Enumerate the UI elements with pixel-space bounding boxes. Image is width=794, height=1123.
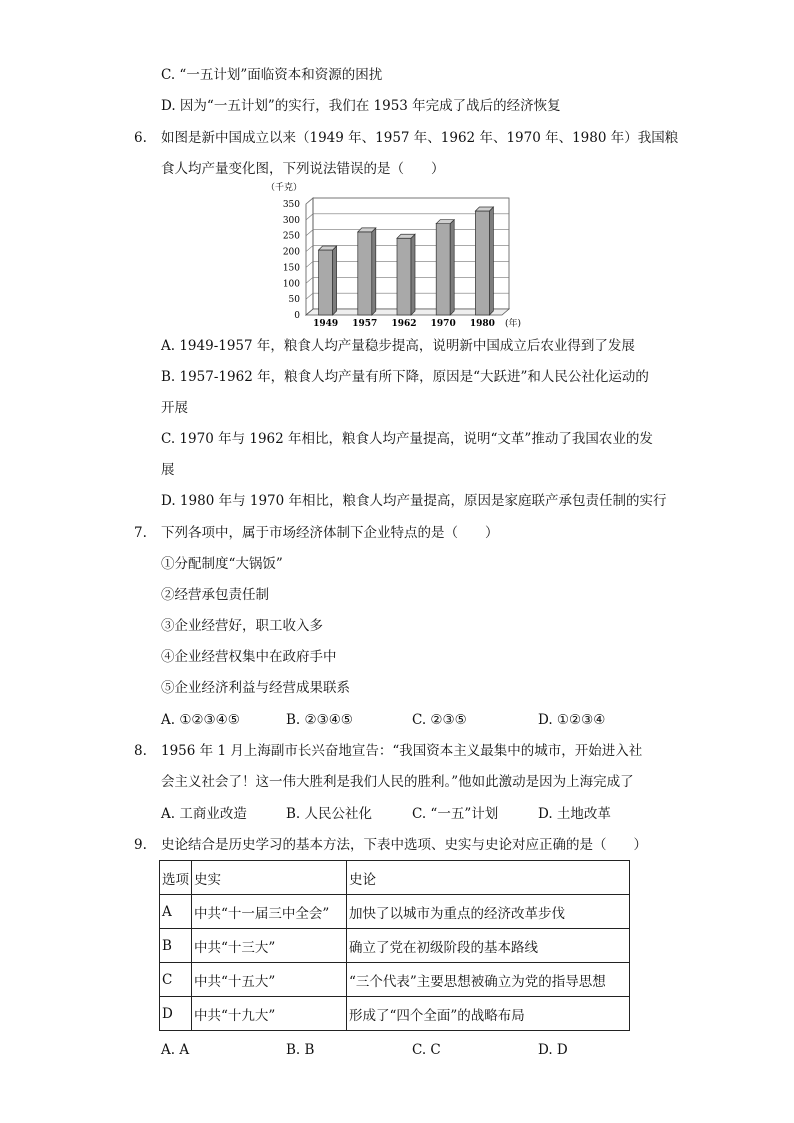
table-cell: 形成了“四个全面”的战略布局: [347, 997, 630, 1031]
q7-option-c: C. ②③⑤: [412, 712, 467, 728]
chart-x-tick-label: 1970: [430, 319, 456, 329]
table-cell: 确立了党在初级阶段的基本路线: [347, 929, 630, 963]
q8-number: 8.: [134, 743, 147, 759]
q9-option-a: A. A: [161, 1042, 190, 1058]
q9-history-table: [159, 860, 630, 1031]
table-cell: B: [160, 929, 192, 963]
table-cell: 中共“十九大”: [192, 997, 347, 1031]
table-cell: D: [160, 997, 192, 1031]
chart-x-tick-label: 1957: [352, 319, 378, 329]
q7-option-a: A. ①②③④⑤: [161, 712, 240, 728]
chart-y-tick-label: 50: [288, 295, 300, 306]
q8-option-a: A. 工商业改造: [161, 806, 247, 822]
q9-option-c: C. C: [412, 1042, 441, 1058]
q6-option-c-line2: 展: [161, 462, 175, 478]
chart-gridline: [306, 198, 509, 204]
q7-item-3: ③企业经营好，职工收入多: [161, 618, 323, 634]
q7-option-d: D. ①②③④: [538, 712, 606, 728]
chart-y-tick-label: 300: [282, 215, 300, 226]
q8-stem-line1: 1956 年 1 月上海副市长兴奋地宣告：“我国资本主义最集中的城市，开始进入社: [161, 743, 643, 759]
q6-option-c-line1: C. 1970 年与 1962 年相比，粮食人均产量提高，说明“文革”推动了我国农业的发: [161, 431, 653, 447]
q7-item-1: ①分配制度“大锅饭”: [161, 556, 283, 572]
table-cell: 中共“十五大”: [192, 963, 347, 997]
bar-side-face: [372, 228, 376, 315]
chart-x-tick-label: 1949: [313, 319, 339, 329]
chart-y-tick-label: 250: [282, 231, 300, 242]
q6-option-a: A. 1949-1957 年，粮食人均产量稳步提高，说明新中国成立后农业得到了发展: [161, 338, 635, 354]
grain-per-capita-bar-chart: [266, 180, 526, 330]
q5-option-c: C. “一五计划”面临资本和资源的困扰: [161, 67, 383, 83]
table-cell: C: [160, 963, 192, 997]
q7-item-5: ⑤企业经济利益与经营成果联系: [161, 680, 350, 696]
q8-option-c: C. “一五”计划: [412, 806, 499, 822]
table-header-row: [160, 861, 630, 895]
table-cell: 加快了以城市为重点的经济改革步伐: [347, 895, 630, 929]
bar-front-face: [436, 224, 450, 315]
q6-option-b-line1: B. 1957-1962 年，粮食人均产量有所下降，原因是“大跃进”和人民公社化运动的: [161, 369, 649, 385]
table-row: [160, 997, 630, 1031]
table-cell: 中共“十三大”: [192, 929, 347, 963]
table-header-cell: 选项: [160, 861, 192, 895]
q7-option-b: B. ②③④⑤: [286, 712, 353, 728]
chart-y-tick-label: 100: [282, 279, 300, 290]
q9-stem: 史论结合是历史学习的基本方法，下表中选项、史实与史论对应正确的是（ ）: [161, 837, 647, 853]
chart-bar-1980: [475, 207, 493, 315]
chart-bar-1962: [397, 234, 415, 315]
chart-side-wall: [306, 198, 313, 315]
q9-number: 9.: [134, 837, 147, 853]
table-cell: 中共“十一届三中全会”: [192, 895, 347, 929]
chart-x-axis-label: (年): [505, 319, 522, 329]
chart-bars: [319, 207, 494, 315]
table-row: [160, 929, 630, 963]
q5-option-d: D. 因为“一五计划”的实行，我们在 1953 年完成了战后的经济恢复: [161, 98, 561, 114]
chart-bar-1970: [436, 220, 454, 315]
table-cell: A: [160, 895, 192, 929]
chart-bar-1957: [358, 228, 376, 315]
table-row: [160, 895, 630, 929]
chart-y-tick-label: 150: [282, 263, 300, 274]
q7-item-4: ④企业经营权集中在政府手中: [161, 649, 337, 665]
table-header-cell: 史论: [347, 861, 630, 895]
chart-y-tick-label: 0: [294, 311, 300, 321]
q6-number: 6.: [134, 130, 147, 146]
chart-bar-1949: [319, 246, 337, 315]
table-header-cell: 史实: [192, 861, 347, 895]
q8-option-d: D. 土地改革: [538, 806, 611, 822]
chart-y-tick-label: 350: [282, 200, 300, 210]
bar-front-face: [358, 232, 372, 315]
chart-y-tick-label: 200: [282, 247, 300, 258]
q6-stem-line1: 如图是新中国成立以来（1949 年、1957 年、1962 年、1970 年、1980 年）我国粮: [161, 130, 679, 146]
bar-front-face: [319, 250, 333, 315]
bar-side-face: [411, 234, 415, 315]
q9-option-d: D. D: [538, 1042, 568, 1058]
bar-front-face: [397, 238, 411, 315]
chart-x-ticks: [313, 319, 495, 329]
table-row: [160, 963, 630, 997]
q7-stem: 下列各项中，属于市场经济体制下企业特点的是（ ）: [161, 525, 499, 541]
bar-side-face: [450, 220, 454, 315]
q6-stem-line2: 食人均产量变化图，下列说法错误的是（ ）: [161, 161, 445, 177]
q9-option-b: B. B: [286, 1042, 315, 1058]
chart-x-tick-label: 1962: [391, 319, 417, 329]
q6-option-d: D. 1980 年与 1970 年相比，粮食人均产量提高，原因是家庭联产承包责任制的实行: [161, 493, 667, 509]
q7-item-2: ②经营承包责任制: [161, 587, 269, 603]
chart-y-axis-label: （千克）: [266, 183, 303, 193]
bar-front-face: [475, 211, 489, 315]
q7-number: 7.: [134, 525, 147, 541]
q6-option-b-line2: 开展: [161, 400, 188, 416]
chart-y-ticks: [283, 200, 300, 321]
bar-side-face: [333, 246, 337, 315]
bar-side-face: [489, 207, 493, 315]
table-cell: “三个代表”主要思想被确立为党的指导思想: [347, 963, 630, 997]
q8-stem-line2: 会主义社会了！这一伟大胜利是我们人民的胜利。”他如此激动是因为上海完成了: [161, 774, 634, 790]
chart-x-tick-label: 1980: [469, 319, 495, 329]
q8-option-b: B. 人民公社化: [286, 806, 373, 822]
